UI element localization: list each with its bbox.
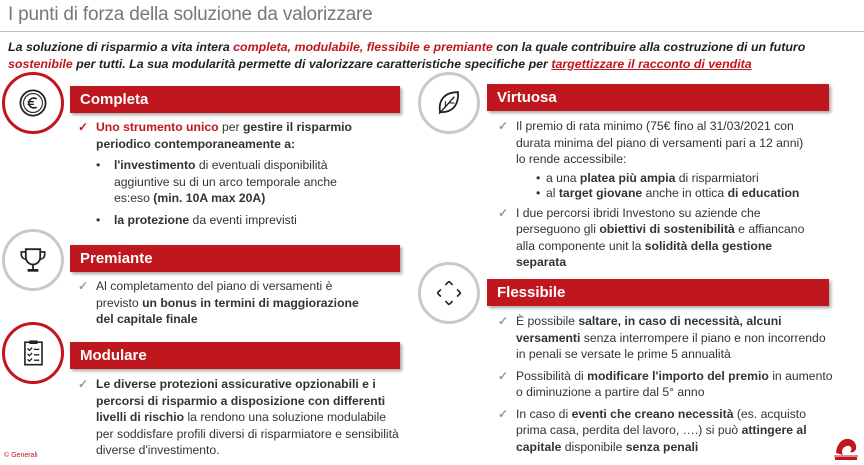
list-item <box>494 406 836 456</box>
item-strong: senza penali <box>625 439 699 454</box>
sub-text: al <box>546 185 559 200</box>
intro-part: per tutti. La sua modularità permette di valorizzare caratteristiche specifiche per <box>72 57 552 71</box>
sub-text: a una <box>546 170 580 185</box>
list-item <box>494 368 836 401</box>
bullet-icon: • <box>96 212 101 227</box>
flessibile-icon-circle <box>418 262 480 324</box>
check-icon: ✓ <box>78 377 89 391</box>
item-text: In caso di <box>516 406 572 421</box>
item-text: I due percorsi ibridi Investono su aziende che perseguono gli <box>516 205 761 236</box>
check-icon: ✓ <box>78 120 89 134</box>
item-text: Il premio di rata minimo (75€ fino al 31/03/2021 con durata minima del piano di versamenti pari a 12 anni) lo rende accessibile: <box>516 119 804 166</box>
item-strong: un bonus in termini di maggiorazione del capitale finale <box>96 295 359 326</box>
intro-highlight: completa, modulabile, flessibile e premiante <box>233 40 493 54</box>
sub-item <box>494 186 816 201</box>
item-text: disponibile <box>561 439 626 454</box>
item-text: in aumento o diminuzione a partire dal 5° anno <box>516 368 833 399</box>
sub-item <box>74 212 374 229</box>
premiante-header: Premiante <box>70 245 400 272</box>
bullet-icon: • <box>536 170 541 185</box>
sub-text: anche in ottica <box>642 185 728 200</box>
check-icon: ✓ <box>78 279 89 293</box>
list-item <box>494 205 816 271</box>
check-icon: ✓ <box>498 119 509 133</box>
list-item <box>494 313 836 363</box>
leaf-icon <box>431 85 467 121</box>
virtuosa-header: Virtuosa <box>487 84 829 111</box>
item-text: È possibile <box>516 314 579 328</box>
sub-text: di risparmiatori <box>675 170 759 185</box>
list-item <box>494 118 816 168</box>
intro-text <box>8 39 858 73</box>
move-arrows-icon <box>431 275 467 311</box>
modulare-header: Modulare <box>70 342 400 369</box>
list-item <box>74 376 404 459</box>
intro-part: La soluzione di risparmio a vita intera <box>8 40 234 54</box>
item-text: e affiancano alla componente unit la <box>516 222 805 253</box>
flessibile-header: Flessibile <box>487 279 829 306</box>
completa-header: Completa <box>70 86 400 113</box>
flessibile-content <box>494 313 836 458</box>
intro-part: con la quale contribuire alla costruzione di un futuro <box>492 40 806 54</box>
premiante-icon-circle <box>2 229 64 291</box>
bullet-icon: • <box>536 185 541 200</box>
sub-strong: di education <box>727 185 800 200</box>
sub-strong: l'investimento <box>114 158 196 172</box>
item-strong: obiettivi di sostenibilità <box>599 222 735 236</box>
check-icon: ✓ <box>498 406 509 421</box>
item-text: senza interrompere il piano e non incorrendo in penali se versate le prime 5 annualità <box>516 330 826 361</box>
completa-content <box>74 119 374 228</box>
completa-icon-circle <box>2 72 64 134</box>
sub-strong: platea più ampia <box>579 170 676 185</box>
sub-strong: target giovane <box>558 185 643 200</box>
modulare-content <box>74 376 404 462</box>
item-strong: attingere al capitale <box>516 423 807 454</box>
item-strong: saltare, in caso di necessità, alcuni versamenti <box>516 314 782 345</box>
intro-highlight: sostenibile <box>8 57 73 71</box>
list-item <box>74 119 374 152</box>
checklist-icon <box>15 335 51 371</box>
euro-coin-icon <box>15 85 51 121</box>
trophy-icon <box>15 242 51 278</box>
premiante-content <box>74 278 374 331</box>
bullet-icon: • <box>96 158 101 172</box>
item-strong: modificare l'importo del premio <box>587 368 769 383</box>
item-text: la rendono una soluzione modulabile per soddisfare profili diversi di risparmiatore e sensibilità diverse d'investimento. <box>96 410 399 457</box>
item-text: Possibilità di <box>516 368 588 383</box>
item-text: Al completamento del piano di versamenti è previsto <box>96 279 333 310</box>
item-text: per <box>218 120 243 134</box>
check-icon: ✓ <box>498 368 509 383</box>
check-icon: ✓ <box>498 314 509 328</box>
check-icon: ✓ <box>498 205 509 220</box>
sub-strong: la protezione <box>114 212 190 227</box>
intro-highlight: targettizzare il racconto di vendita <box>551 57 752 71</box>
title-divider <box>0 31 864 32</box>
item-strong: eventi che creano necessità <box>571 406 734 421</box>
sub-text: di eventuali disponibilità aggiuntive su di un arco temporale anche es:eso <box>114 158 337 205</box>
item-strong: Le diverse protezioni assicurative opzionabili e i percorsi di risparmio a disposizione con differenti livelli di rischio <box>96 377 386 424</box>
modulare-icon-circle <box>2 322 64 384</box>
item-highlight: Uno strumento unico <box>96 120 219 134</box>
list-item <box>74 278 374 328</box>
sub-text: da eventi imprevisti <box>189 212 297 227</box>
page-title: I punti di forza della soluzione da valorizzare <box>8 4 373 25</box>
sub-item <box>494 171 816 186</box>
item-text: (es. acquisto prima casa, perdita del lavoro, ….) si può <box>516 406 806 437</box>
item-strong: solidità della gestione separata <box>516 238 773 269</box>
item-strong: gestire il risparmio periodico contemporaneamente a: <box>96 120 353 151</box>
sub-item <box>74 157 374 207</box>
sub-strong: (min. 10A max 20A) <box>153 191 266 205</box>
virtuosa-icon-circle <box>418 72 480 134</box>
copyright-footer: © Generali <box>4 452 38 459</box>
generali-lion-logo <box>831 433 861 461</box>
virtuosa-content <box>494 118 816 274</box>
